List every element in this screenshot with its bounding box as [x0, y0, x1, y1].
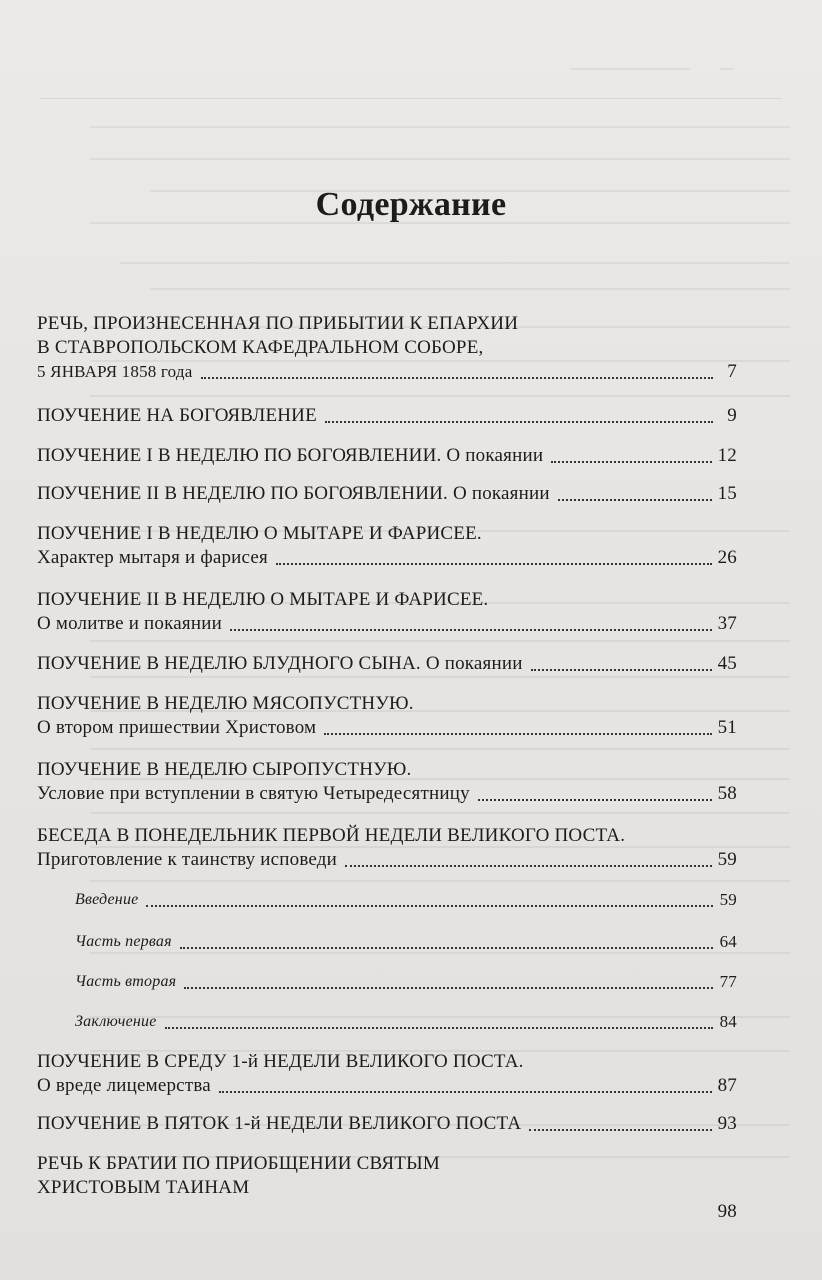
- toc-entry: [37, 312, 737, 384]
- toc-subentry: [37, 930, 737, 954]
- page-number: 93: [717, 1113, 737, 1134]
- page-number: 12: [717, 445, 737, 466]
- dot-leader: [551, 461, 711, 463]
- page-title: Содержание: [315, 186, 507, 223]
- page-number: 98: [717, 1201, 737, 1222]
- toc-entry-text: 5 ЯНВАРЯ 1858 года: [37, 362, 193, 381]
- toc-entry-lastline: [37, 1010, 737, 1034]
- toc-entry-lastline: [37, 930, 737, 954]
- toc-entry-line: В СТАВРОПОЛЬСКОМ КАФЕДРАЛЬНОМ СОБОРЕ,: [37, 337, 484, 358]
- toc-entry-lastline: [37, 546, 737, 570]
- toc-entry-lastline: [37, 1074, 737, 1098]
- toc-subentry: [37, 970, 737, 994]
- page-number: 87: [717, 1075, 737, 1096]
- toc-entry-text: О вреде лицемерства: [37, 1075, 211, 1096]
- toc-entry-text: ПОУЧЕНИЕ НА БОГОЯВЛЕНИЕ: [37, 405, 317, 426]
- toc-entry: [37, 404, 737, 428]
- toc-entry-text: Заключение: [75, 1013, 157, 1030]
- dot-leader: [276, 563, 712, 565]
- toc-entry: [37, 824, 737, 872]
- toc-entry: [37, 692, 737, 740]
- toc-entry-text: Характер мытаря и фарисея: [37, 547, 268, 568]
- toc-entry-text: ПОУЧЕНИЕ В НЕДЕЛЮ БЛУДНОГО СЫНА. О покаянии: [37, 653, 523, 674]
- dot-leader: [184, 987, 713, 989]
- page-number: 64: [719, 932, 737, 951]
- toc-entry: [37, 652, 737, 676]
- toc-entry-line: ПОУЧЕНИЕ II В НЕДЕЛЮ О МЫТАРЕ И ФАРИСЕЕ.: [37, 589, 489, 610]
- dot-leader: [325, 421, 713, 423]
- dot-leader: [529, 1129, 711, 1131]
- dot-leader: [531, 669, 712, 671]
- toc-entry-line: ПОУЧЕНИЕ I В НЕДЕЛЮ О МЫТАРЕ И ФАРИСЕЕ.: [37, 523, 482, 544]
- toc-entry-line: РЕЧЬ К БРАТИИ ПО ПРИОБЩЕНИИ СВЯТЫМ: [37, 1153, 440, 1174]
- toc-entry: [37, 1050, 737, 1098]
- page-number: 15: [717, 483, 737, 504]
- toc-entry-text: ПОУЧЕНИЕ II В НЕДЕЛЮ ПО БОГОЯВЛЕНИИ. О покаянии: [37, 483, 550, 504]
- toc-entry-lastline: [37, 782, 737, 806]
- toc-entry: [37, 444, 737, 468]
- page-number: 7: [727, 361, 737, 382]
- toc-entry-text: Часть первая: [75, 933, 172, 950]
- dot-leader: [146, 905, 713, 907]
- toc-entry-lastline: [37, 652, 737, 676]
- toc-entry-text: Условие при вступлении в святую Четыредесятницу: [37, 783, 470, 804]
- page-number: 58: [717, 783, 737, 804]
- toc-entry-line: БЕСЕДА В ПОНЕДЕЛЬНИК ПЕРВОЙ НЕДЕЛИ ВЕЛИКОГО ПОСТА.: [37, 825, 626, 846]
- toc-entry-text: Приготовление к таинству исповеди: [37, 849, 338, 870]
- page-number: 59: [719, 890, 737, 909]
- toc-entry: [37, 522, 737, 570]
- dot-leader: [180, 947, 713, 949]
- toc-entry-text: О втором пришествии Христовом: [37, 717, 317, 738]
- dot-leader: [230, 629, 712, 631]
- toc-entry-text: ПОУЧЕНИЕ В ПЯТОК 1-й НЕДЕЛИ ВЕЛИКОГО ПОСТА: [37, 1113, 522, 1134]
- dot-leader: [219, 1091, 712, 1093]
- page-number: 26: [717, 547, 737, 568]
- toc-entry-lastline: [37, 360, 737, 384]
- toc-subentry: [37, 1010, 737, 1034]
- toc-entry-lastline: [37, 1112, 737, 1136]
- toc-entry-lastline: [37, 612, 737, 636]
- toc-entry-lastline: [37, 848, 737, 872]
- page-number: 84: [719, 1012, 737, 1031]
- toc-entry: [37, 1152, 737, 1224]
- dot-leader: [165, 1027, 713, 1029]
- toc-entry-lastline: [37, 716, 737, 740]
- toc-entry-lastline: [37, 444, 737, 468]
- toc-entry-line: ПОУЧЕНИЕ В НЕДЕЛЮ МЯСОПУСТНУЮ.: [37, 693, 414, 714]
- toc-entry-text: Введение: [75, 891, 139, 908]
- page-number: 9: [727, 405, 737, 426]
- page-number: 77: [719, 972, 737, 991]
- dot-leader: [324, 733, 711, 735]
- toc-entry-line: ХРИСТОВЫМ ТАИНАМ: [37, 1177, 250, 1198]
- toc-entry: [37, 758, 737, 806]
- page-number: 45: [717, 653, 737, 674]
- page-number: 37: [717, 613, 737, 634]
- dot-leader: [558, 499, 712, 501]
- toc-entry-line: ПОУЧЕНИЕ В СРЕДУ 1-й НЕДЕЛИ ВЕЛИКОГО ПОСТА.: [37, 1051, 524, 1072]
- toc-entry-lastline: [37, 888, 737, 912]
- toc-entry-lastline: [37, 1200, 737, 1224]
- dot-leader: [345, 865, 712, 867]
- toc-entry-text: Часть вторая: [75, 973, 177, 990]
- dot-leader: [201, 377, 714, 379]
- toc-entry-text: ПОУЧЕНИЕ I В НЕДЕЛЮ ПО БОГОЯВЛЕНИИ. О покаянии: [37, 445, 544, 466]
- page-number: 59: [717, 849, 737, 870]
- toc-entry: [37, 482, 737, 506]
- dot-leader: [478, 799, 712, 801]
- toc-entry-lastline: [37, 404, 737, 428]
- toc-entry-lastline: [37, 970, 737, 994]
- toc-entry: [37, 1112, 737, 1136]
- toc-entry-lastline: [37, 482, 737, 506]
- toc-entry-text: О молитве и покаянии: [37, 613, 222, 634]
- toc-entry-line: ПОУЧЕНИЕ В НЕДЕЛЮ СЫРОПУСТНУЮ.: [37, 759, 412, 780]
- page-number: 51: [717, 717, 737, 738]
- toc-entry-line: РЕЧЬ, ПРОИЗНЕСЕННАЯ ПО ПРИБЫТИИ К ЕПАРХИИ: [37, 313, 519, 334]
- toc-subentry: [37, 888, 737, 912]
- toc-entry: [37, 588, 737, 636]
